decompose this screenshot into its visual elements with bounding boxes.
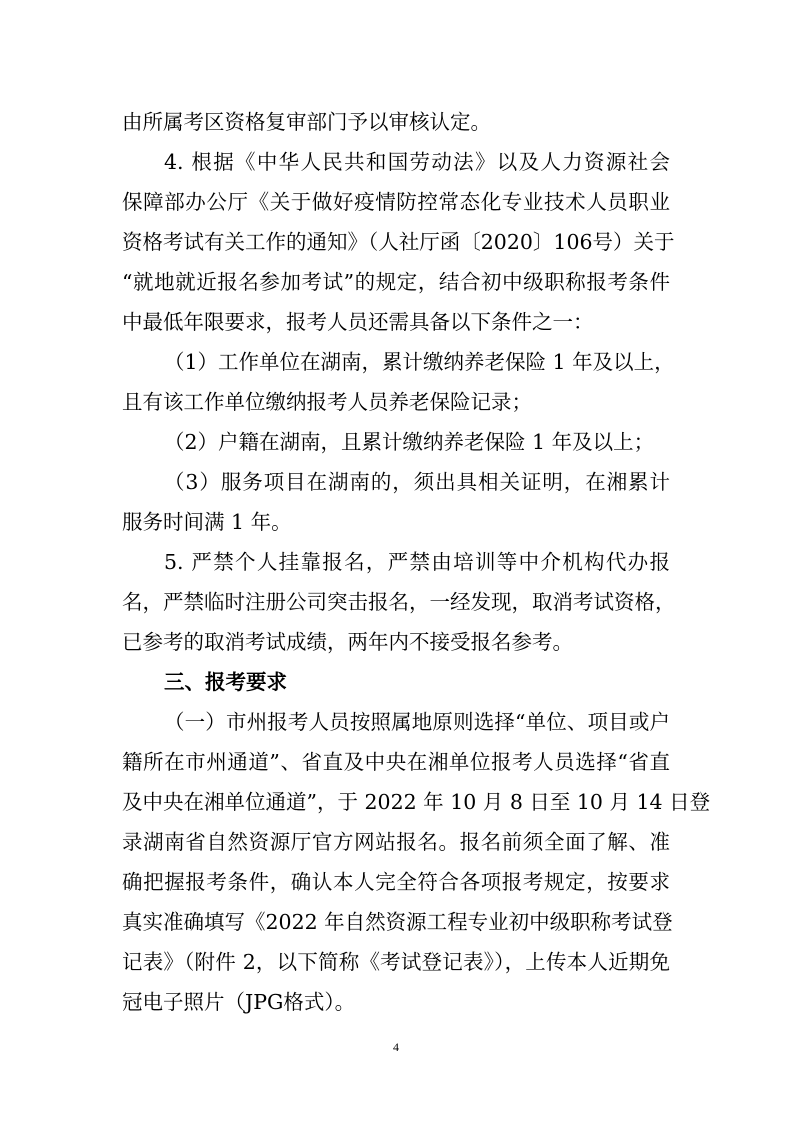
paragraph-line: 已参考的取消考试成绩，两年内不接受报名参考。 <box>122 630 573 654</box>
paragraph-line: 籍所在市州通道”、省直及中央在湘单位报考人员选择“省直 <box>122 750 670 774</box>
page-number: 4 <box>393 1040 399 1054</box>
paragraph-line: 中最低年限要求，报考人员还需具备以下条件之一： <box>122 310 594 334</box>
paragraph-line: 冠电子照片（JPG格式）。 <box>122 990 356 1014</box>
list-item: （2）户籍在湖南，且累计缴纳养老保险 1 年及以上； <box>164 430 655 454</box>
paragraph-line: 资格考试有关工作的通知》（人社厅函〔2020〕106号）关于 <box>122 230 675 254</box>
section-heading: 三、报考要求 <box>164 670 287 694</box>
paragraph-line: 及中央在湘单位通道”，于 2022 年 10 月 8 日至 10 月 14 日登 <box>122 790 711 814</box>
paragraph-line: 名，严禁临时注册公司突击报名，一经发现，取消考试资格， <box>122 590 676 614</box>
paragraph-line: 4. 根据《中华人民共和国劳动法》以及人力资源社会 <box>164 150 670 174</box>
paragraph-line: 确把握报考条件，确认本人完全符合各项报考规定，按要求 <box>122 870 670 894</box>
paragraph-line: 由所属考区资格复审部门予以审核认定。 <box>122 110 491 134</box>
paragraph-line: 记表》（附件 2，以下简称《考试登记表》），上传本人近期免 <box>122 950 670 974</box>
list-item: （1）工作单位在湖南，累计缴纳养老保险 1 年及以上， <box>164 350 675 374</box>
list-item: 且有该工作单位缴纳报考人员养老保险记录； <box>122 390 532 414</box>
paragraph-line: （一）市州报考人员按照属地原则选择“单位、项目或户 <box>164 710 670 734</box>
list-item: （3）服务项目在湖南的，须出具相关证明，在湘累计 <box>164 470 670 494</box>
paragraph-line: 真实准确填写《2022 年自然资源工程专业初中级职称考试登 <box>122 910 673 934</box>
list-item: 服务时间满 1 年。 <box>122 510 292 534</box>
paragraph-line: 5. 严禁个人挂靠报名，严禁由培训等中介机构代办报 <box>164 550 670 574</box>
paragraph-line: 保障部办公厅《关于做好疫情防控常态化专业技术人员职业 <box>122 190 670 214</box>
paragraph-line: “就地就近报名参加考试”的规定，结合初中级职称报考条件 <box>122 270 670 294</box>
paragraph-line: 录湖南省自然资源厅官方网站报名。报名前须全面了解、准 <box>122 830 670 854</box>
